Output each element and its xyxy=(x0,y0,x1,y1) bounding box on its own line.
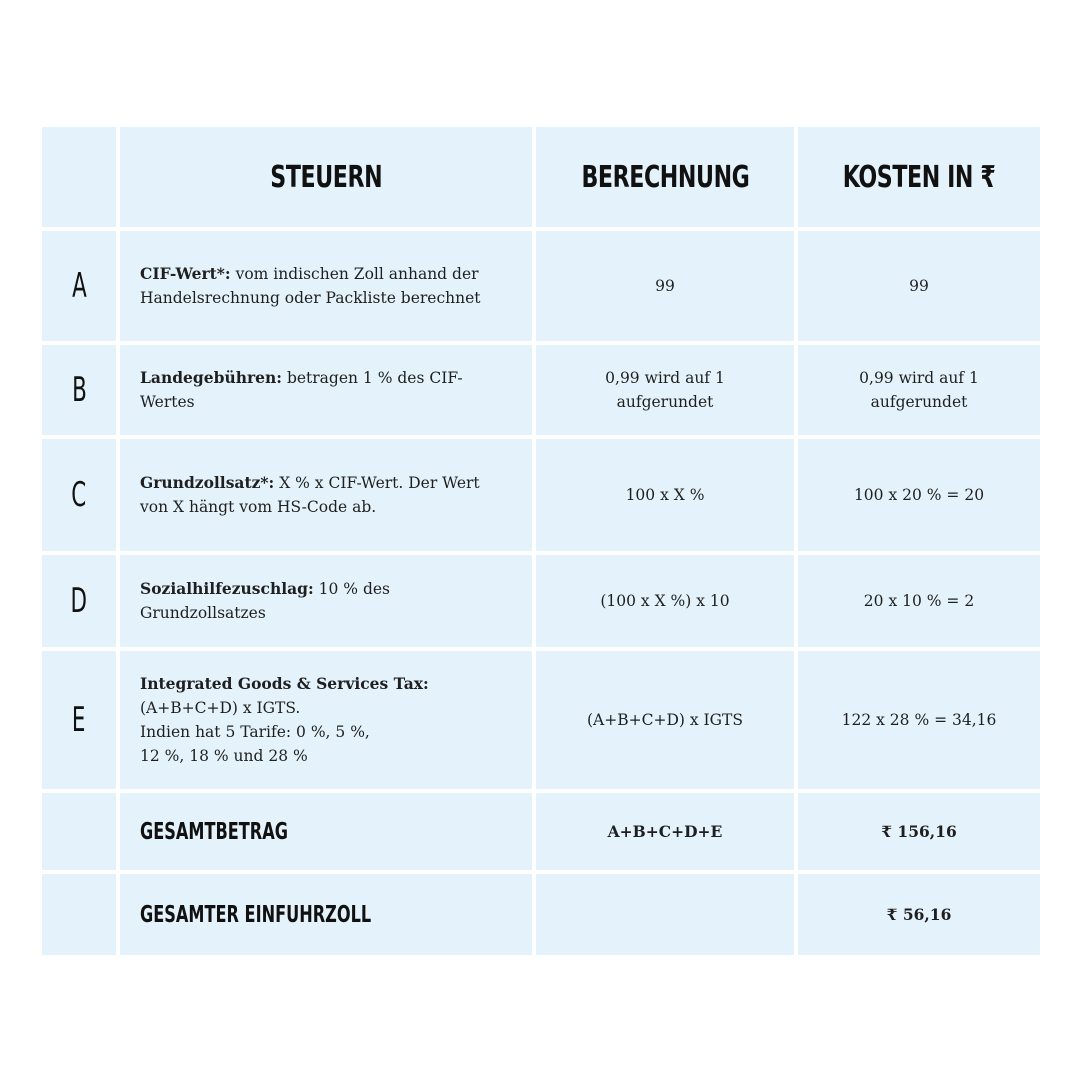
gesamtbetrag-label: GESAMTBETRAG xyxy=(140,818,288,845)
table-row xyxy=(42,345,1040,439)
einfuhrzoll-label: GESAMTER EINFUHRZOLL xyxy=(140,901,372,928)
row-kosten: 0,99 wird auf 1 aufgerundet xyxy=(859,369,979,411)
row-letter-cell xyxy=(42,345,120,439)
row-berechnung-cell xyxy=(536,439,798,555)
row-description xyxy=(140,471,510,519)
row-berechnung: (A+B+C+D) x IGTS xyxy=(587,711,743,729)
table-row xyxy=(42,555,1040,651)
row-desc-bold: Sozialhilfezuschlag: xyxy=(140,579,314,598)
total-row xyxy=(42,874,1040,955)
einfuhrzoll-value: ₹ 56,16 xyxy=(886,904,952,924)
header-berechnung: BERECHNUNG xyxy=(581,159,749,195)
row-letter: C xyxy=(71,475,87,515)
row-kosten: 122 x 28 % = 34,16 xyxy=(841,711,997,729)
row-desc-cell xyxy=(120,439,536,555)
row-desc-bold: Grundzollsatz*: xyxy=(140,473,275,492)
row-desc-text: X % x CIF-Wert. Der Wert von X hängt vom HS-Code ab. xyxy=(140,474,480,516)
header-letter-cell xyxy=(42,127,120,227)
row-kosten-cell xyxy=(798,555,1040,651)
total-value-cell xyxy=(798,874,1040,955)
row-desc-cell xyxy=(120,227,536,345)
row-letter: D xyxy=(70,581,88,621)
row-desc-cell xyxy=(120,345,536,439)
total-label-cell xyxy=(120,874,536,955)
row-desc-cell xyxy=(120,555,536,651)
row-kosten-cell xyxy=(798,227,1040,345)
table-row xyxy=(42,439,1040,555)
row-letter-cell xyxy=(42,227,120,345)
row-description xyxy=(140,366,480,414)
row-letter-cell xyxy=(42,555,120,651)
row-kosten-cell xyxy=(798,651,1040,793)
total-letter-cell xyxy=(42,793,120,874)
tax-table xyxy=(42,127,1040,955)
header-steuern: STEUERN xyxy=(270,159,382,195)
gesamtbetrag-value: ₹ 156,16 xyxy=(881,821,957,841)
total-value-cell xyxy=(798,793,1040,874)
row-berechnung: 0,99 wird auf 1 aufgerundet xyxy=(605,369,725,411)
table-row xyxy=(42,651,1040,793)
row-letter: A xyxy=(71,266,87,306)
row-letter: B xyxy=(71,370,87,410)
row-description xyxy=(140,672,429,768)
header-row xyxy=(42,127,1040,227)
row-desc-line: 12 %, 18 % und 28 % xyxy=(140,747,308,765)
row-desc-text: 10 % des Grundzollsatzes xyxy=(140,580,391,622)
row-berechnung-cell xyxy=(536,651,798,793)
row-berechnung-cell xyxy=(536,555,798,651)
total-formula-cell xyxy=(536,874,798,955)
table-row xyxy=(42,227,1040,345)
total-letter-cell xyxy=(42,874,120,955)
row-berechnung: 99 xyxy=(655,277,675,295)
row-desc-line: (A+B+C+D) x IGTS. xyxy=(140,699,301,717)
header-berechnung-cell xyxy=(536,127,798,227)
row-berechnung: 100 x X % xyxy=(625,486,705,504)
total-label-cell xyxy=(120,793,536,874)
row-desc-text: betragen 1 % des CIF-Wertes xyxy=(140,369,463,411)
row-desc-bold: CIF-Wert*: xyxy=(140,264,231,283)
total-formula-cell xyxy=(536,793,798,874)
row-description xyxy=(140,262,514,310)
gesamtbetrag-formula: A+B+C+D+E xyxy=(607,821,723,841)
header-kosten: KOSTEN IN ₹ xyxy=(842,159,996,195)
row-berechnung-cell xyxy=(536,227,798,345)
row-desc-bold: Integrated Goods & Services Tax: xyxy=(140,674,429,693)
row-description xyxy=(140,577,430,625)
row-letter-cell xyxy=(42,651,120,793)
row-desc-text: vom indischen Zoll anhand der Handelsrechnung oder Packliste berechnet xyxy=(140,265,481,307)
total-row xyxy=(42,793,1040,874)
row-letter-cell xyxy=(42,439,120,555)
row-kosten-cell xyxy=(798,345,1040,439)
row-desc-line: Indien hat 5 Tarife: 0 %, 5 %, xyxy=(140,723,370,741)
header-kosten-cell xyxy=(798,127,1040,227)
row-kosten: 20 x 10 % = 2 xyxy=(863,592,975,610)
row-berechnung-cell xyxy=(536,345,798,439)
row-kosten-cell xyxy=(798,439,1040,555)
row-desc-cell xyxy=(120,651,536,793)
row-letter: E xyxy=(72,700,86,740)
row-kosten: 100 x 20 % = 20 xyxy=(853,486,985,504)
row-kosten: 99 xyxy=(909,277,929,295)
row-desc-bold: Landegebühren: xyxy=(140,368,283,387)
row-berechnung: (100 x X %) x 10 xyxy=(600,592,730,610)
header-steuern-cell xyxy=(120,127,536,227)
